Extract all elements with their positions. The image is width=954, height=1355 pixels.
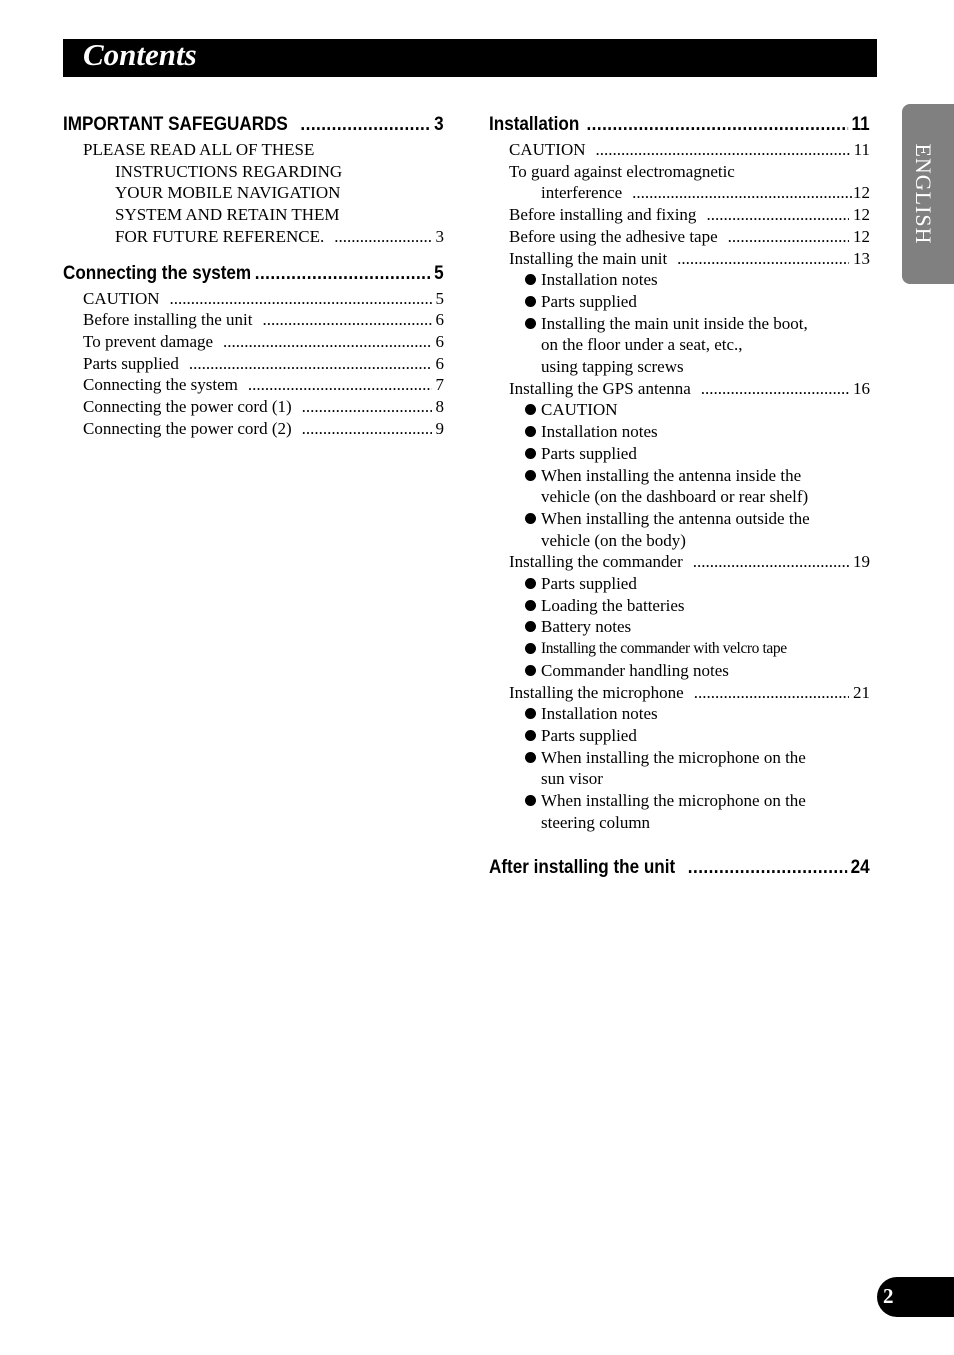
contents-title-bar [63, 39, 877, 77]
toc-entry[interactable]: Installing the main unit ..... 13 [489, 248, 870, 270]
bullet-dot-icon [525, 665, 536, 676]
toc-entry[interactable]: Connecting the power cord (2) ..... 9 [63, 418, 444, 440]
toc-bullet[interactable]: Parts supplied [489, 725, 870, 747]
toc-heading-installation[interactable]: Installation ..... 11 [489, 111, 870, 139]
toc-entry-continued: SYSTEM AND RETAIN THEM [115, 205, 340, 225]
bullet-dot-icon [525, 752, 536, 763]
bullet-dot-icon [525, 318, 536, 329]
toc-entry[interactable]: Installing the GPS antenna ..... 16 [489, 378, 870, 400]
toc-entry[interactable]: Parts supplied ..... 6 [63, 353, 444, 375]
page-number-badge [877, 1277, 954, 1317]
toc-bullet[interactable]: When installing the antenna inside the vehicle (on the dashboard or rear shelf) [489, 465, 870, 508]
toc-entry[interactable]: Before installing the unit ..... 6 [63, 309, 444, 331]
bullet-dot-icon [525, 448, 536, 459]
toc-bullet[interactable]: Installation notes [489, 269, 870, 291]
page-title: Contents [83, 37, 197, 72]
bullet-dot-icon [525, 296, 536, 307]
toc-bullet[interactable]: When installing the microphone on the steering column [489, 790, 870, 833]
toc-heading-connecting[interactable]: Connecting the system ..... 5 [63, 260, 444, 288]
toc-bullet[interactable]: Loading the batteries [489, 595, 870, 617]
bullet-dot-icon [525, 470, 536, 481]
toc-right-column [489, 111, 870, 882]
toc-entry-continued: YOUR MOBILE NAVIGATION [115, 183, 341, 203]
page-number: 2 [883, 1284, 894, 1308]
toc-bullet[interactable]: Parts supplied [489, 443, 870, 465]
toc-entry[interactable]: Connecting the power cord (1) ..... 8 [63, 396, 444, 418]
toc-bullet[interactable]: Commander handling notes [489, 660, 870, 682]
toc-entry[interactable]: Installing the commander ..... 19 [489, 551, 870, 573]
toc-left-column [63, 111, 444, 439]
bullet-dot-icon [525, 274, 536, 285]
toc-heading-after-installing[interactable]: After installing the unit ..... 24 [489, 854, 870, 882]
bullet-dot-icon [525, 578, 536, 589]
toc-bullet[interactable]: Installing the commander with velcro tape [489, 638, 870, 660]
toc-bullet[interactable]: When installing the antenna outside the vehicle (on the body) [489, 508, 870, 551]
toc-bullet[interactable]: Installation notes [489, 703, 870, 725]
toc-bullet[interactable]: Installing the main unit inside the boot, on the floor under a seat, etc., using tapping screws [489, 313, 870, 378]
toc-entry-continued[interactable]: FOR FUTURE REFERENCE. ..... 3 [63, 226, 444, 248]
toc-bullet[interactable]: CAUTION [489, 399, 870, 421]
bullet-dot-icon [525, 643, 536, 654]
toc-entry[interactable]: Installing the microphone ..... 21 [489, 682, 870, 704]
toc-bullet[interactable]: Parts supplied [489, 291, 870, 313]
bullet-dot-icon [525, 404, 536, 415]
bullet-dot-icon [525, 513, 536, 524]
language-label: ENGLISH [911, 143, 936, 245]
toc-heading-safeguards[interactable]: IMPORTANT SAFEGUARDS ..... 3 [63, 111, 444, 139]
bullet-dot-icon [525, 730, 536, 741]
bullet-dot-icon [525, 708, 536, 719]
language-tab [902, 104, 954, 284]
toc-entry-continued: INSTRUCTIONS REGARDING [115, 161, 343, 181]
toc-bullet[interactable]: When installing the microphone on the sun visor [489, 747, 870, 790]
bullet-dot-icon [525, 600, 536, 611]
toc-entry[interactable]: Before using the adhesive tape ..... 12 [489, 226, 870, 248]
toc-entry[interactable]: PLEASE READ ALL OF THESE [83, 140, 315, 159]
toc-entry[interactable]: Before installing and fixing ..... 12 [489, 204, 870, 226]
toc-entry[interactable]: CAUTION ..... 11 [489, 139, 870, 161]
toc-bullet[interactable]: Installation notes [489, 421, 870, 443]
toc-bullet[interactable]: Battery notes [489, 616, 870, 638]
toc-entry[interactable]: CAUTION ..... 5 [63, 288, 444, 310]
toc-entry[interactable]: Connecting the system ..... 7 [63, 374, 444, 396]
bullet-dot-icon [525, 426, 536, 437]
toc-entry[interactable]: To guard against electromagnetic [509, 161, 735, 181]
toc-bullet[interactable]: Parts supplied [489, 573, 870, 595]
bullet-dot-icon [525, 795, 536, 806]
toc-entry-continued[interactable]: interference ..... 12 [489, 182, 870, 204]
toc-entry[interactable]: To prevent damage ..... 6 [63, 331, 444, 353]
bullet-dot-icon [525, 621, 536, 632]
